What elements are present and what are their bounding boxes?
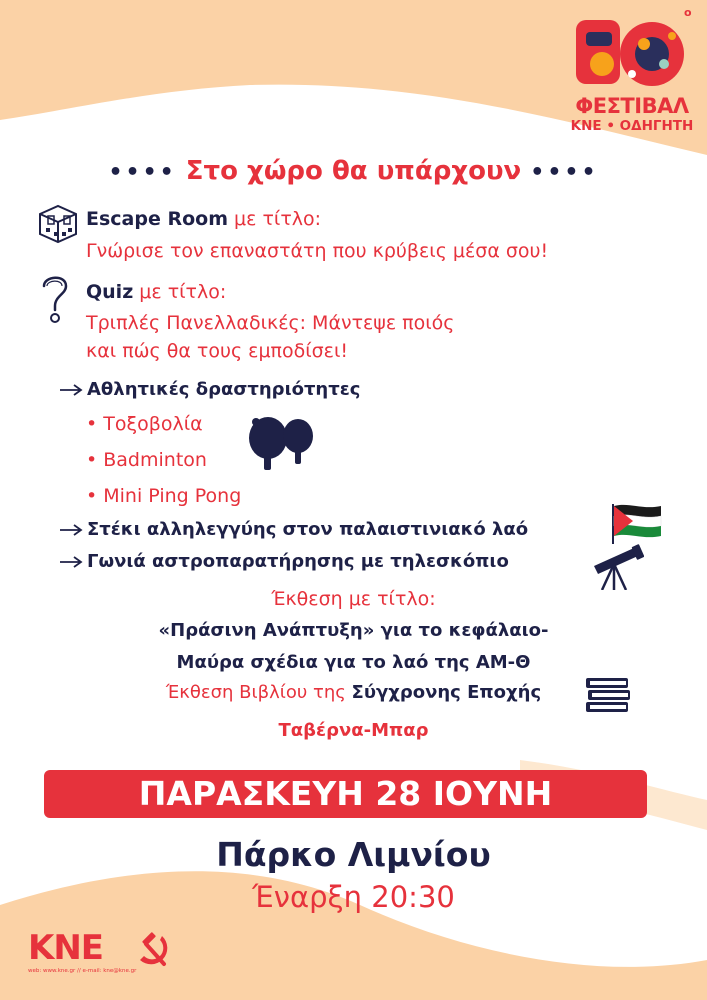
quiz-name: Quiz: [86, 281, 134, 303]
telescope-icon: [588, 544, 644, 590]
question-mark-icon: [38, 272, 72, 326]
festival-degree: ο: [684, 6, 692, 19]
start-time: Έναρξη 20:30: [252, 880, 455, 914]
exhibition-title-line-1: «Πράσινη Ανάπτυξη» για το κεφάλαιο-: [158, 620, 549, 641]
book-exhibition-publisher: Σύγχρονης Εποχής: [351, 682, 542, 703]
hammer-sickle-icon: [132, 930, 174, 970]
section-heading: [0, 156, 707, 186]
heading-dots-right: ••••: [530, 160, 599, 185]
date-banner: ΠΑΡΑΣΚΕΥΗ 28 ΙΟΥΝΗ: [44, 770, 647, 818]
book-exhibition-prefix: Έκθεση Βιβλίου της: [165, 682, 352, 703]
kne-logo-text: ΚΝΕ: [28, 928, 104, 968]
quiz-subtitle-line-1: Τριπλές Πανελλαδικές: Μάντεψε ποιός: [86, 312, 455, 334]
quiz-title-line: [86, 281, 226, 303]
quiz-subtitle-line-2: και πώς θα τους εμποδίσει!: [86, 340, 349, 362]
sports-item: • Badminton: [86, 449, 207, 471]
venue-text: Πάρκο Λιμνίου: [216, 835, 491, 874]
heading-dots-left: ••••: [108, 160, 177, 185]
sports-item: • Τοξοβολία: [86, 413, 203, 435]
escape-room-title-line: [86, 208, 321, 230]
quiz-with-title: με τίτλο:: [133, 281, 227, 303]
escape-room-subtitle: Γνώρισε τον επαναστάτη που κρύβεις μέσα σου!: [86, 240, 549, 262]
contact-info: web: www.kne.gr // e-mail: kne@kne.gr: [28, 968, 137, 974]
ping-pong-paddles-icon: [244, 414, 320, 472]
sports-item: • Mini Ping Pong: [86, 485, 242, 507]
arrow-icon: [60, 523, 84, 537]
escape-room-icon: [36, 204, 80, 244]
escape-room-name: Escape Room: [86, 208, 229, 230]
heading-text: Στο χώρο θα υπάρχουν: [185, 156, 522, 186]
exhibition-title-line-2: Μαύρα σχέδια για το λαό της ΑΜ-Θ: [176, 652, 531, 673]
palestine-flag-icon: [611, 502, 663, 544]
arrow-icon: [60, 555, 84, 569]
festival-50-logo: [572, 14, 694, 89]
festival-subtitle: ΚΝΕ • ΟΔΗΓΗΤΗ: [570, 118, 694, 134]
books-icon: [584, 676, 632, 716]
tavern-text: Ταβέρνα-Μπαρ: [278, 720, 429, 741]
astronomy-text: Γωνιά αστροπαρατήρησης με τηλεσκόπιο: [87, 551, 509, 572]
sports-title: Αθλητικές δραστηριότητες: [87, 379, 361, 400]
escape-room-with-title: με τίτλο:: [228, 208, 322, 230]
arrow-icon: [60, 383, 84, 397]
solidarity-text: Στέκι αλληλεγγύης στον παλαιστινιακό λαό: [87, 519, 529, 540]
exhibition-intro: Έκθεση με τίτλο:: [271, 588, 436, 610]
festival-title: ΦΕΣΤΙΒΑΛ: [575, 94, 689, 118]
